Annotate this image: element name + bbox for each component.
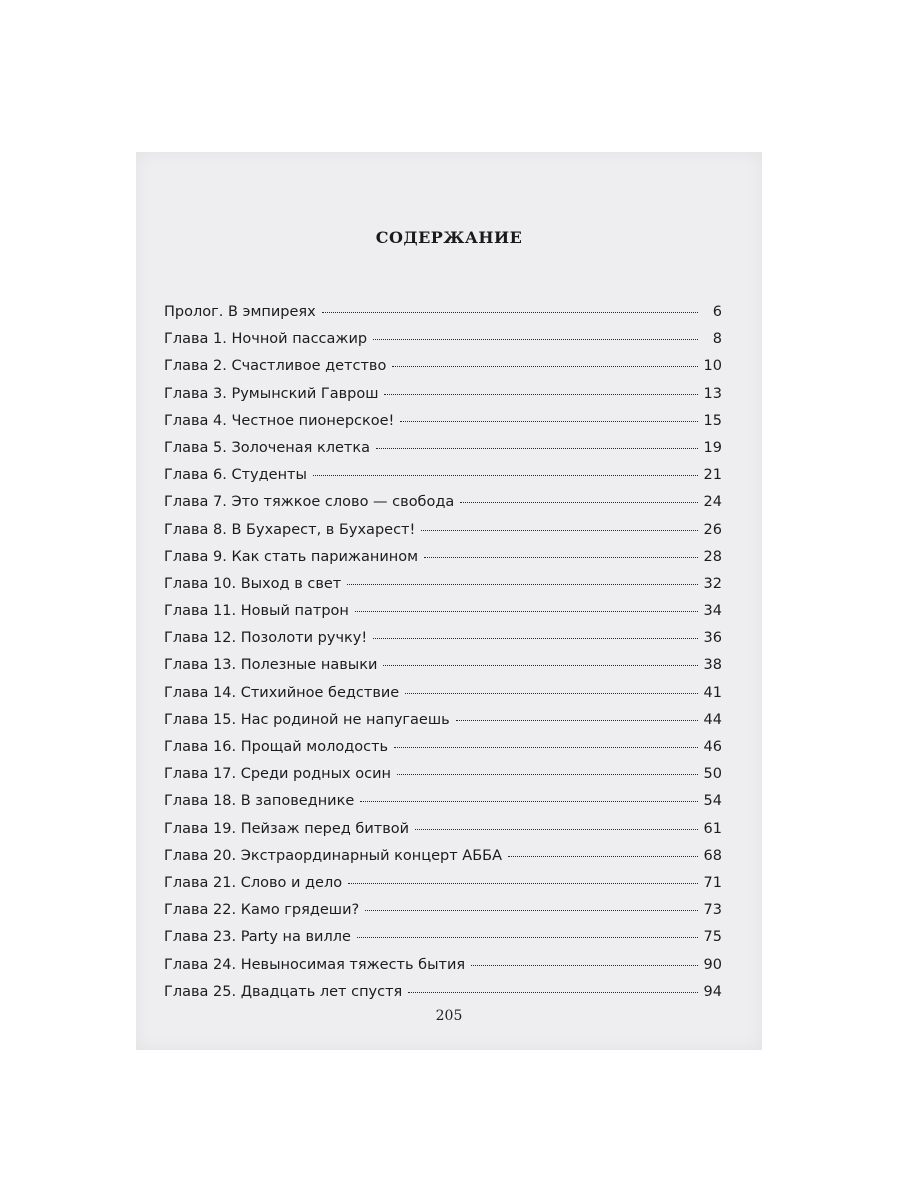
toc-entry-page: 28 bbox=[703, 548, 722, 565]
toc-entry bbox=[164, 821, 722, 848]
toc-entry bbox=[164, 304, 722, 331]
toc-entry bbox=[164, 793, 722, 820]
dot-leader bbox=[373, 638, 697, 639]
toc-entry bbox=[164, 331, 722, 358]
dot-leader bbox=[384, 394, 697, 395]
toc-entry bbox=[164, 766, 722, 793]
toc-entry-page: 54 bbox=[703, 793, 722, 810]
dot-leader bbox=[383, 665, 697, 666]
toc-entry-title: Глава 14. Стихийное бедствие bbox=[164, 684, 400, 701]
dot-leader bbox=[508, 856, 698, 857]
toc-entry-title: Глава 23. Party на вилле bbox=[164, 929, 351, 946]
dot-leader bbox=[347, 584, 697, 585]
toc-entry-title: Глава 24. Невыносимая тяжесть бытия bbox=[164, 956, 466, 973]
toc-entry-page: 73 bbox=[703, 902, 722, 919]
toc-entry bbox=[164, 413, 722, 440]
dot-leader bbox=[471, 965, 697, 966]
toc-entry-page: 19 bbox=[703, 439, 722, 456]
toc-entry-title: Глава 10. Выход в свет bbox=[164, 575, 342, 592]
toc-entry-page: 75 bbox=[703, 929, 722, 946]
toc-entry-title: Глава 13. Полезные навыки bbox=[164, 657, 378, 674]
dot-leader bbox=[348, 883, 697, 884]
toc-entry-title: Глава 5. Золоченая клетка bbox=[164, 439, 371, 456]
book-page bbox=[136, 152, 762, 1050]
dot-leader bbox=[365, 910, 697, 911]
toc-entry-page: 8 bbox=[712, 331, 722, 348]
toc-entry-page: 36 bbox=[703, 630, 722, 647]
toc-entry-page: 68 bbox=[703, 847, 722, 864]
toc-entry-page: 44 bbox=[703, 711, 722, 728]
toc-entry bbox=[164, 848, 722, 875]
toc-entry-page: 90 bbox=[703, 956, 722, 973]
toc-entry-title: Глава 22. Камо грядеши? bbox=[164, 902, 360, 919]
toc-entry-title: Глава 19. Пейзаж перед битвой bbox=[164, 820, 410, 837]
toc-entry-title: Пролог. В эмпиреях bbox=[164, 304, 316, 320]
dot-leader bbox=[415, 829, 698, 830]
toc-entry-page: 61 bbox=[703, 820, 722, 837]
dot-leader bbox=[357, 937, 698, 938]
toc-entry bbox=[164, 630, 722, 657]
toc-entry bbox=[164, 494, 722, 521]
toc-entry-page: 15 bbox=[703, 412, 722, 429]
dot-leader bbox=[397, 774, 698, 775]
dot-leader bbox=[322, 312, 698, 313]
toc-entry bbox=[164, 685, 722, 712]
toc-entry-title: Глава 3. Румынский Гаврош bbox=[164, 385, 379, 402]
toc-entry bbox=[164, 358, 722, 385]
toc-entry-title: Глава 4. Честное пионерское! bbox=[164, 412, 395, 429]
dot-leader bbox=[394, 747, 697, 748]
toc-entry-title: Глава 15. Нас родиной не напугаешь bbox=[164, 711, 450, 728]
toc-entry bbox=[164, 576, 722, 603]
toc-entry bbox=[164, 712, 722, 739]
toc-entry-title: Глава 12. Позолоти ручку! bbox=[164, 630, 368, 647]
toc-entry bbox=[164, 657, 722, 684]
toc-entry-page: 13 bbox=[703, 385, 722, 402]
dot-leader bbox=[405, 693, 697, 694]
contents-heading: СОДЕРЖАНИЕ bbox=[375, 228, 523, 247]
page-number: 205 bbox=[435, 1008, 463, 1024]
toc-entry bbox=[164, 739, 722, 766]
toc-entry-title: Глава 21. Слово и дело bbox=[164, 874, 343, 891]
toc-entry-title: Глава 2. Счастливое детство bbox=[164, 358, 387, 375]
toc-entry-page: 26 bbox=[703, 521, 722, 538]
toc-entry bbox=[164, 467, 722, 494]
dot-leader bbox=[360, 801, 697, 802]
toc-entry-page: 41 bbox=[703, 684, 722, 701]
toc-entry bbox=[164, 875, 722, 902]
dot-leader bbox=[400, 421, 697, 422]
toc-entry bbox=[164, 929, 722, 956]
toc-entry-title: Глава 16. Прощай молодость bbox=[164, 739, 389, 755]
toc-entry-title: Глава 20. Экстраординарный концерт АББА bbox=[164, 847, 503, 864]
toc-entry-title: Глава 18. В заповеднике bbox=[164, 793, 355, 810]
toc-entry-title: Глава 11. Новый патрон bbox=[164, 603, 349, 620]
table-of-contents bbox=[164, 304, 722, 1011]
dot-leader bbox=[424, 557, 697, 558]
toc-entry-page: 10 bbox=[703, 358, 722, 375]
toc-entry-page: 34 bbox=[703, 603, 722, 620]
toc-entry-title: Глава 25. Двадцать лет спустя bbox=[164, 983, 403, 1000]
toc-entry-page: 6 bbox=[712, 304, 722, 320]
toc-entry bbox=[164, 549, 722, 576]
toc-entry-page: 71 bbox=[703, 874, 722, 891]
dot-leader bbox=[421, 530, 697, 531]
dot-leader bbox=[373, 339, 698, 340]
toc-entry-title: Глава 8. В Бухарест, в Бухарест! bbox=[164, 521, 416, 538]
dot-leader bbox=[408, 992, 697, 993]
toc-entry-page: 24 bbox=[703, 494, 722, 511]
dot-leader bbox=[392, 366, 697, 367]
toc-entry-title: Глава 9. Как стать парижанином bbox=[164, 548, 419, 565]
dot-leader bbox=[460, 502, 697, 503]
toc-entry bbox=[164, 902, 722, 929]
toc-entry-page: 94 bbox=[703, 983, 722, 1000]
toc-entry-page: 32 bbox=[703, 575, 722, 592]
toc-entry-page: 21 bbox=[703, 467, 722, 484]
dot-leader bbox=[376, 448, 698, 449]
toc-entry bbox=[164, 957, 722, 984]
toc-entry bbox=[164, 603, 722, 630]
toc-entry bbox=[164, 386, 722, 413]
toc-entry-title: Глава 17. Среди родных осин bbox=[164, 766, 391, 783]
dot-leader bbox=[355, 611, 698, 612]
toc-entry-title: Глава 6. Студенты bbox=[164, 467, 307, 484]
toc-entry bbox=[164, 440, 722, 467]
toc-entry-page: 38 bbox=[703, 657, 722, 674]
dot-leader bbox=[456, 720, 698, 721]
toc-entry-title: Глава 7. Это тяжкое слово — свобода bbox=[164, 494, 455, 511]
toc-entry bbox=[164, 522, 722, 549]
toc-entry bbox=[164, 984, 722, 1011]
toc-entry-page: 50 bbox=[703, 766, 722, 783]
toc-entry-title: Глава 1. Ночной пассажир bbox=[164, 331, 368, 348]
dot-leader bbox=[313, 475, 698, 476]
toc-entry-page: 46 bbox=[703, 739, 722, 755]
